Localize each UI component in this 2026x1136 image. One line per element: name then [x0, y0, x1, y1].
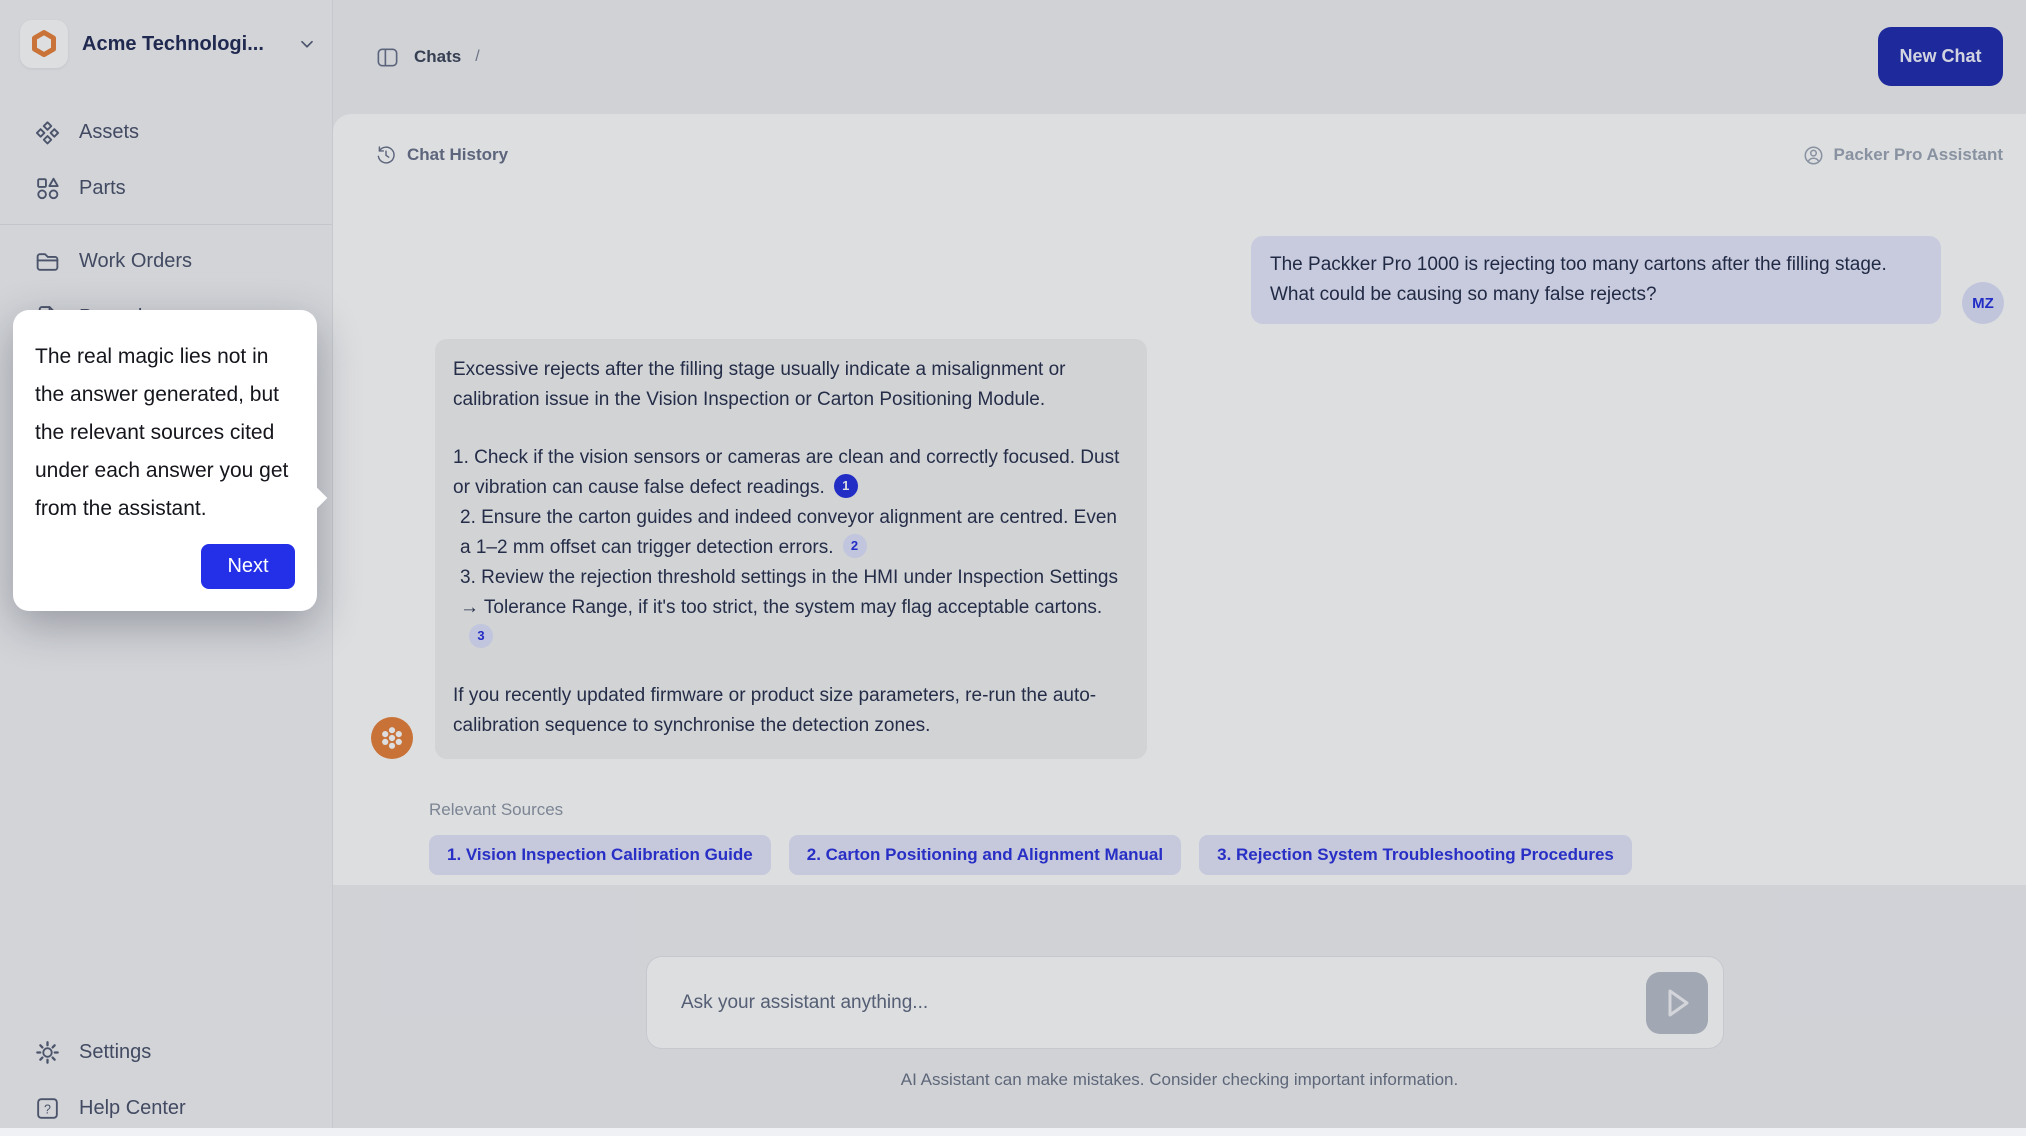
- breadcrumb-chats[interactable]: Chats: [414, 47, 462, 66]
- hexagon-logo-icon: [29, 29, 59, 59]
- dots-logo-icon: [371, 717, 413, 759]
- user-message-bubble: The Packker Pro 1000 is rejecting too many cartons after the filling stage. What could be causing so many false rejects?: [1251, 236, 1941, 324]
- sidebar-item-label: Parts: [79, 176, 126, 199]
- list-item: [453, 563, 1129, 653]
- sidebar-item-label: Settings: [79, 1040, 152, 1063]
- list-item: [453, 503, 1129, 563]
- send-button[interactable]: [1646, 972, 1708, 1034]
- onboarding-tooltip: [13, 310, 317, 611]
- gear-icon: [34, 1039, 61, 1066]
- sidebar-item-label: Work Orders: [79, 249, 192, 272]
- breadcrumb: [375, 0, 480, 114]
- chat-panel: [333, 114, 2026, 885]
- user-message-row: [1251, 236, 2004, 324]
- parts-shapes-icon: [34, 175, 61, 202]
- sidebar-item-work-orders[interactable]: [0, 233, 332, 289]
- help-icon: [34, 1095, 61, 1122]
- chat-history-button[interactable]: [375, 140, 508, 170]
- company-name: Acme Technologi...: [82, 32, 264, 55]
- topbar: [333, 0, 2026, 114]
- list-item-text: 1. Check if the vision sensors or cameras are clean and correctly focused. Dust or vibration can cause false defect readings.: [453, 447, 1120, 498]
- list-item: [453, 443, 1129, 503]
- new-chat-button[interactable]: New Chat: [1878, 27, 2003, 86]
- sidebar-item-label: Assets: [79, 120, 140, 143]
- list-item-text: 3. Review the rejection threshold settings in the HMI under Inspection Settings → Tolerance Range, if it's too strict, the system may flag acceptable cartons.: [460, 567, 1118, 618]
- assistant-message-row: [371, 339, 1147, 759]
- relevant-sources-label: Relevant Sources: [429, 800, 564, 819]
- sidebar-divider: [0, 224, 332, 225]
- next-button[interactable]: Next: [201, 544, 295, 589]
- source-chip-1[interactable]: 1. Vision Inspection Calibration Guide: [429, 835, 771, 875]
- list-item-text: 2. Ensure the carton guides and indeed conveyor alignment are centred. Even a 1–2 mm offset can trigger detection errors.: [460, 507, 1117, 558]
- sidebar-item-assets[interactable]: [0, 104, 332, 160]
- citation-badge-3[interactable]: 3: [469, 624, 493, 648]
- breadcrumb-separator: /: [475, 48, 480, 65]
- source-chip-2[interactable]: 2. Carton Positioning and Alignment Manual: [789, 835, 1181, 875]
- chat-input[interactable]: [681, 992, 1646, 1014]
- workspace-switcher[interactable]: [20, 16, 318, 72]
- panel-toggle-icon[interactable]: [375, 45, 400, 70]
- sidebar-nav: [0, 104, 332, 345]
- send-icon: [1646, 972, 1708, 1034]
- svg-text:?: ?: [44, 1101, 51, 1116]
- assets-diamonds-icon: [34, 119, 61, 146]
- assistant-name-wrap: [1802, 140, 2003, 170]
- assistant-avatar: [371, 717, 413, 759]
- citation-badge-1[interactable]: 1: [834, 474, 858, 498]
- assistant-message-bubble: [435, 339, 1147, 759]
- source-chips-row: [429, 835, 1632, 875]
- source-chip-3[interactable]: 3. Rejection System Troubleshooting Procedures: [1199, 835, 1632, 875]
- user-avatar: MZ: [1962, 282, 2004, 324]
- citation-badge-2[interactable]: 2: [843, 534, 867, 558]
- sidebar-item-parts[interactable]: [0, 160, 332, 216]
- tooltip-actions: [35, 544, 295, 589]
- chevron-down-icon: [296, 33, 318, 55]
- sidebar-item-settings[interactable]: [0, 1024, 332, 1080]
- composer: [646, 956, 1724, 1049]
- assistant-list: [453, 443, 1129, 653]
- tooltip-text: The real magic lies not in the answer generated, but the relevant sources cited under each answer you get from the assistant.: [35, 345, 289, 520]
- history-icon: [375, 144, 397, 166]
- assistant-paragraph: Excessive rejects after the filling stage usually indicate a misalignment or calibration issue in the Vision Inspection or Carton Positioning Module.: [453, 359, 1066, 410]
- company-logo: [20, 20, 68, 68]
- chat-history-label: Chat History: [407, 145, 509, 164]
- user-circle-icon: [1802, 144, 1825, 167]
- sidebar-footer: [0, 1024, 332, 1136]
- folder-icon: [34, 248, 61, 275]
- assistant-paragraph: If you recently updated firmware or product size parameters, re-run the auto-calibration sequence to synchronise the detection zones.: [453, 685, 1097, 736]
- assistant-name: Packer Pro Assistant: [1833, 145, 2003, 164]
- sidebar-item-label: Help Center: [79, 1096, 186, 1119]
- disclaimer-text: AI Assistant can make mistakes. Consider checking important information.: [900, 1070, 1459, 1089]
